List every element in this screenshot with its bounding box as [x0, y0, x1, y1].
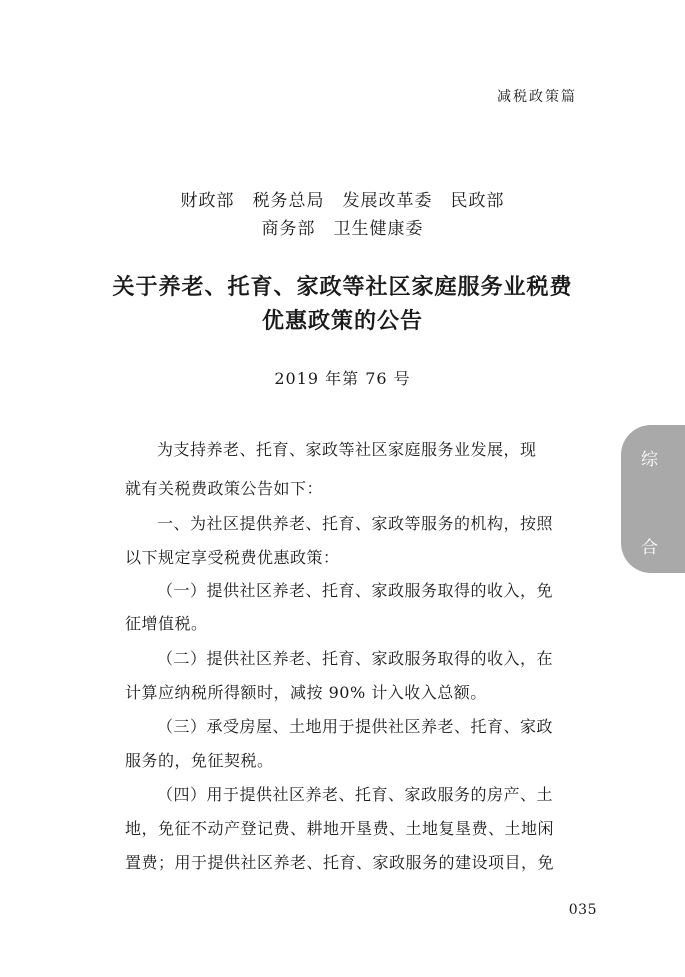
issuing-departments-line-2 [0, 214, 685, 239]
issuer: 税务总局 [252, 191, 325, 211]
paragraph-line: 一、为社区提供养老、托育、家政等服务的机构，按照 [157, 514, 554, 533]
paragraph-line: 征增值税。 [125, 614, 208, 633]
paragraph-line: 就有关税费政策公告如下： [125, 479, 324, 498]
page-number: 035 [568, 902, 597, 918]
document-title-line-1: 关于养老、托育、家政等社区家庭服务业税费 [112, 274, 573, 300]
issuer: 民政部 [450, 191, 505, 211]
paragraph-line: （四）用于提供社区养老、托育、家政服务的房产、土 [157, 785, 554, 804]
header-section-label: 减税政策篇 [497, 89, 577, 105]
issuer: 发展改革委 [342, 191, 433, 211]
paragraph-line: （二）提供社区养老、托育、家政服务取得的收入，在 [157, 649, 554, 668]
issuer: 财政部 [180, 191, 235, 211]
document-number: 2019 年第 76 号 [274, 369, 411, 388]
paragraph-line: 计算应纳税所得额时，减按 90% 计入收入总额。 [125, 683, 487, 702]
paragraph-line: 服务的，免征契税。 [125, 751, 274, 770]
paragraph-line: 为支持养老、托育、家政等社区家庭服务业发展，现 [157, 440, 537, 459]
paragraph-line: （一）提供社区养老、托育、家政服务取得的收入，免 [157, 581, 554, 600]
section-side-tab [621, 425, 685, 573]
paragraph-line: 地，免征不动产登记费、耕地开垦费、土地复垦费、土地闲 [125, 819, 555, 838]
side-tab-char: 综 [641, 450, 658, 470]
document-title-line-2: 优惠政策的公告 [261, 308, 423, 334]
paragraph-line: 置费；用于提供社区养老、托育、家政服务的建设项目，免 [125, 853, 555, 872]
paragraph-line: （三）承受房屋、土地用于提供社区养老、托育、家政 [157, 717, 554, 736]
issuer: 商务部 [261, 219, 316, 239]
issuer: 卫生健康委 [333, 219, 424, 239]
paragraph-line: 以下规定享受税费优惠政策： [125, 548, 340, 567]
issuing-departments-line-1 [0, 186, 685, 211]
side-tab-char: 合 [641, 538, 658, 558]
